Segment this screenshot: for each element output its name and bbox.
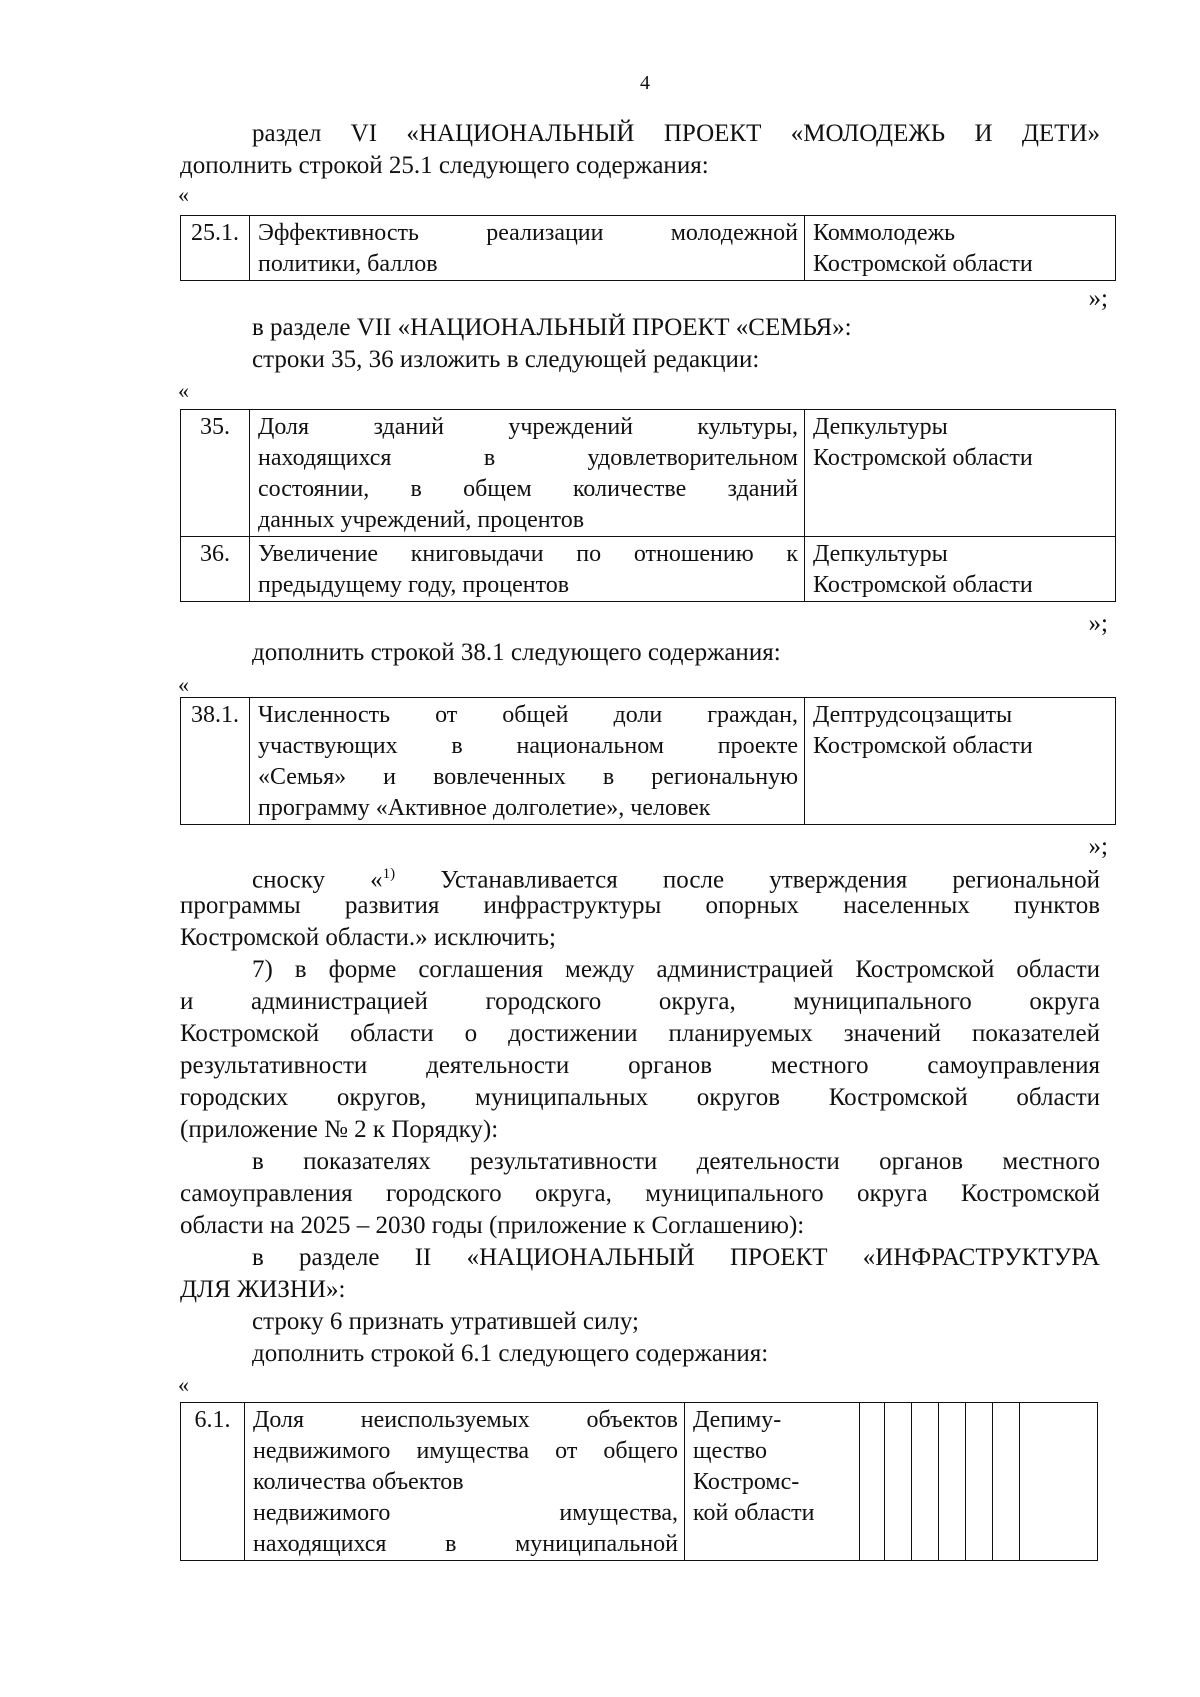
indicator-cell xyxy=(245,1403,685,1561)
table-row xyxy=(181,410,1116,537)
text-line: Доля зданий учреждений культуры, xyxy=(258,414,798,440)
indicator-cell xyxy=(250,410,805,537)
table-row xyxy=(181,1403,1098,1561)
open-quote: « xyxy=(178,1372,189,1397)
value-cell xyxy=(885,1403,912,1561)
paragraph-section-ii xyxy=(180,1242,1100,1306)
indicator-cell xyxy=(250,698,805,825)
text-line: дополнить строкой 38.1 следующего содержания: xyxy=(252,639,781,666)
text-line: количества объектов xyxy=(253,1469,464,1495)
page-number: 4 xyxy=(640,72,650,94)
row-number: 6.1. xyxy=(181,1403,245,1561)
text-line: «Семья» и вовлеченных в региональную xyxy=(258,764,798,790)
paragraph-footnote xyxy=(180,858,1100,954)
responsible-cell xyxy=(805,410,1116,537)
footnote-before: сноску « xyxy=(252,866,383,894)
text-line: программы развития инфраструктуры опорных населенных пунктов xyxy=(180,892,1100,919)
table-row xyxy=(181,537,1116,602)
text-line: Депиму- xyxy=(693,1407,782,1433)
text-line: Костромской области xyxy=(813,445,1033,471)
footnote-marker: 1) xyxy=(382,866,396,882)
table-row-6-1 xyxy=(180,1402,1098,1561)
text-line: данных учреждений, процентов xyxy=(258,507,585,533)
text-line: области на 2025 – 2030 годы (приложение к Соглашению): xyxy=(180,1212,805,1239)
text-line: Депкультуры xyxy=(813,541,948,567)
paragraph-add-38-1 xyxy=(180,637,1100,669)
text-line: состоянии, в общем количестве зданий xyxy=(258,476,798,502)
text-line: строки 35, 36 изложить в следующей редакции: xyxy=(252,346,760,373)
close-quote: »; xyxy=(1088,285,1108,312)
text-line: щество xyxy=(693,1438,768,1464)
value-cell xyxy=(966,1403,993,1561)
text-line: Костромской области xyxy=(813,572,1033,598)
text-line: Костромской области xyxy=(813,733,1033,759)
text-line: дополнить строкой 6.1 следующего содержания: xyxy=(252,1340,769,1367)
table-row xyxy=(181,216,1116,281)
text-line: строку 6 признать утратившей силу; xyxy=(252,1308,639,1335)
text-line: дополнить строкой 25.1 следующего содержания: xyxy=(180,152,709,179)
footnote-after: Устанавливается после утверждения региональной xyxy=(395,866,1100,894)
text-line: Костромской области xyxy=(813,251,1033,277)
paragraph-section-vi xyxy=(180,118,1100,182)
text-line: недвижимого имущества, xyxy=(253,1500,678,1526)
text-line: Костромской области о достижении планируемых значений показателей xyxy=(180,1020,1100,1047)
text-line: раздел VI «НАЦИОНАЛЬНЫЙ ПРОЕКТ «МОЛОДЕЖЬ И ДЕТИ» xyxy=(252,120,1100,147)
row-number: 38.1. xyxy=(181,698,250,825)
value-cell xyxy=(939,1403,966,1561)
open-quote: « xyxy=(178,378,189,403)
text-line: находящихся в удовлетворительном xyxy=(258,445,798,471)
table-rows-35-36 xyxy=(180,409,1116,602)
close-quote: »; xyxy=(1088,610,1108,637)
text-line: 7) в форме соглашения между администрацией Костромской области xyxy=(252,956,1100,983)
value-cell xyxy=(912,1403,939,1561)
text-line: Дептрудсоцзащиты xyxy=(813,702,1013,728)
text-line: в показателях результативности деятельности органов местного xyxy=(252,1148,1100,1175)
table-row-38-1 xyxy=(180,697,1116,825)
text-line: ДЛЯ ЖИЗНИ»: xyxy=(180,1276,346,1303)
row-number: 35. xyxy=(181,410,250,537)
text-line: Доля неиспользуемых объектов xyxy=(253,1407,678,1433)
paragraph-item-7 xyxy=(180,954,1100,1146)
paragraph-indicators xyxy=(180,1146,1100,1242)
text-line: Увеличение книговыдачи по отношению к xyxy=(258,541,798,567)
text-line: участвующих в национальном проекте xyxy=(258,733,798,759)
open-quote: « xyxy=(178,182,189,207)
text-line: политики, баллов xyxy=(258,251,438,277)
text-line: результативности деятельности органов местного самоуправления xyxy=(180,1052,1100,1079)
paragraph-row-6 xyxy=(180,1306,1100,1370)
text-line: (приложение № 2 к Порядку): xyxy=(180,1116,499,1143)
table-row-25-1 xyxy=(180,215,1116,281)
responsible-cell xyxy=(805,537,1116,602)
text-line xyxy=(180,858,1100,894)
text-line: городских округов, муниципальных округов Костромской области xyxy=(180,1084,1100,1111)
table-row xyxy=(181,698,1116,825)
row-number: 36. xyxy=(181,537,250,602)
paragraph-section-vii xyxy=(180,312,1100,376)
indicator-cell xyxy=(250,216,805,281)
text-line: находящихся в муниципальной xyxy=(253,1531,678,1557)
responsible-cell xyxy=(805,216,1116,281)
text-line: недвижимого имущества от общего xyxy=(253,1438,678,1464)
text-line: Численность от общей доли граждан, xyxy=(258,702,798,728)
close-quote: »; xyxy=(1088,833,1108,860)
row-number: 25.1. xyxy=(181,216,250,281)
text-line: предыдущему году, процентов xyxy=(258,572,570,598)
text-line: в разделе VII «НАЦИОНАЛЬНЫЙ ПРОЕКТ «СЕМЬЯ»: xyxy=(252,314,852,341)
text-line: Костромской области.» исключить; xyxy=(180,924,556,951)
text-line: Депкультуры xyxy=(813,414,948,440)
text-line: кой области xyxy=(693,1500,815,1526)
text-line: программу «Активное долголетие», человек xyxy=(258,795,711,821)
responsible-cell xyxy=(685,1403,860,1561)
text-line: Коммолодежь xyxy=(813,220,956,246)
text-line: и администрацией городского округа, муниципального округа xyxy=(180,988,1100,1015)
text-line: самоуправления городского округа, муниципального округа Костромской xyxy=(180,1180,1100,1207)
value-cell xyxy=(860,1403,885,1561)
responsible-cell xyxy=(805,698,1116,825)
text-line: Костромс- xyxy=(693,1469,800,1495)
indicator-cell xyxy=(250,537,805,602)
open-quote: « xyxy=(178,672,189,697)
value-cell xyxy=(1020,1403,1098,1561)
value-cell xyxy=(993,1403,1020,1561)
text-line: Эффективность реализации молодежной xyxy=(258,220,798,246)
text-line: в разделе II «НАЦИОНАЛЬНЫЙ ПРОЕКТ «ИНФРАСТРУКТУРА xyxy=(252,1244,1100,1271)
